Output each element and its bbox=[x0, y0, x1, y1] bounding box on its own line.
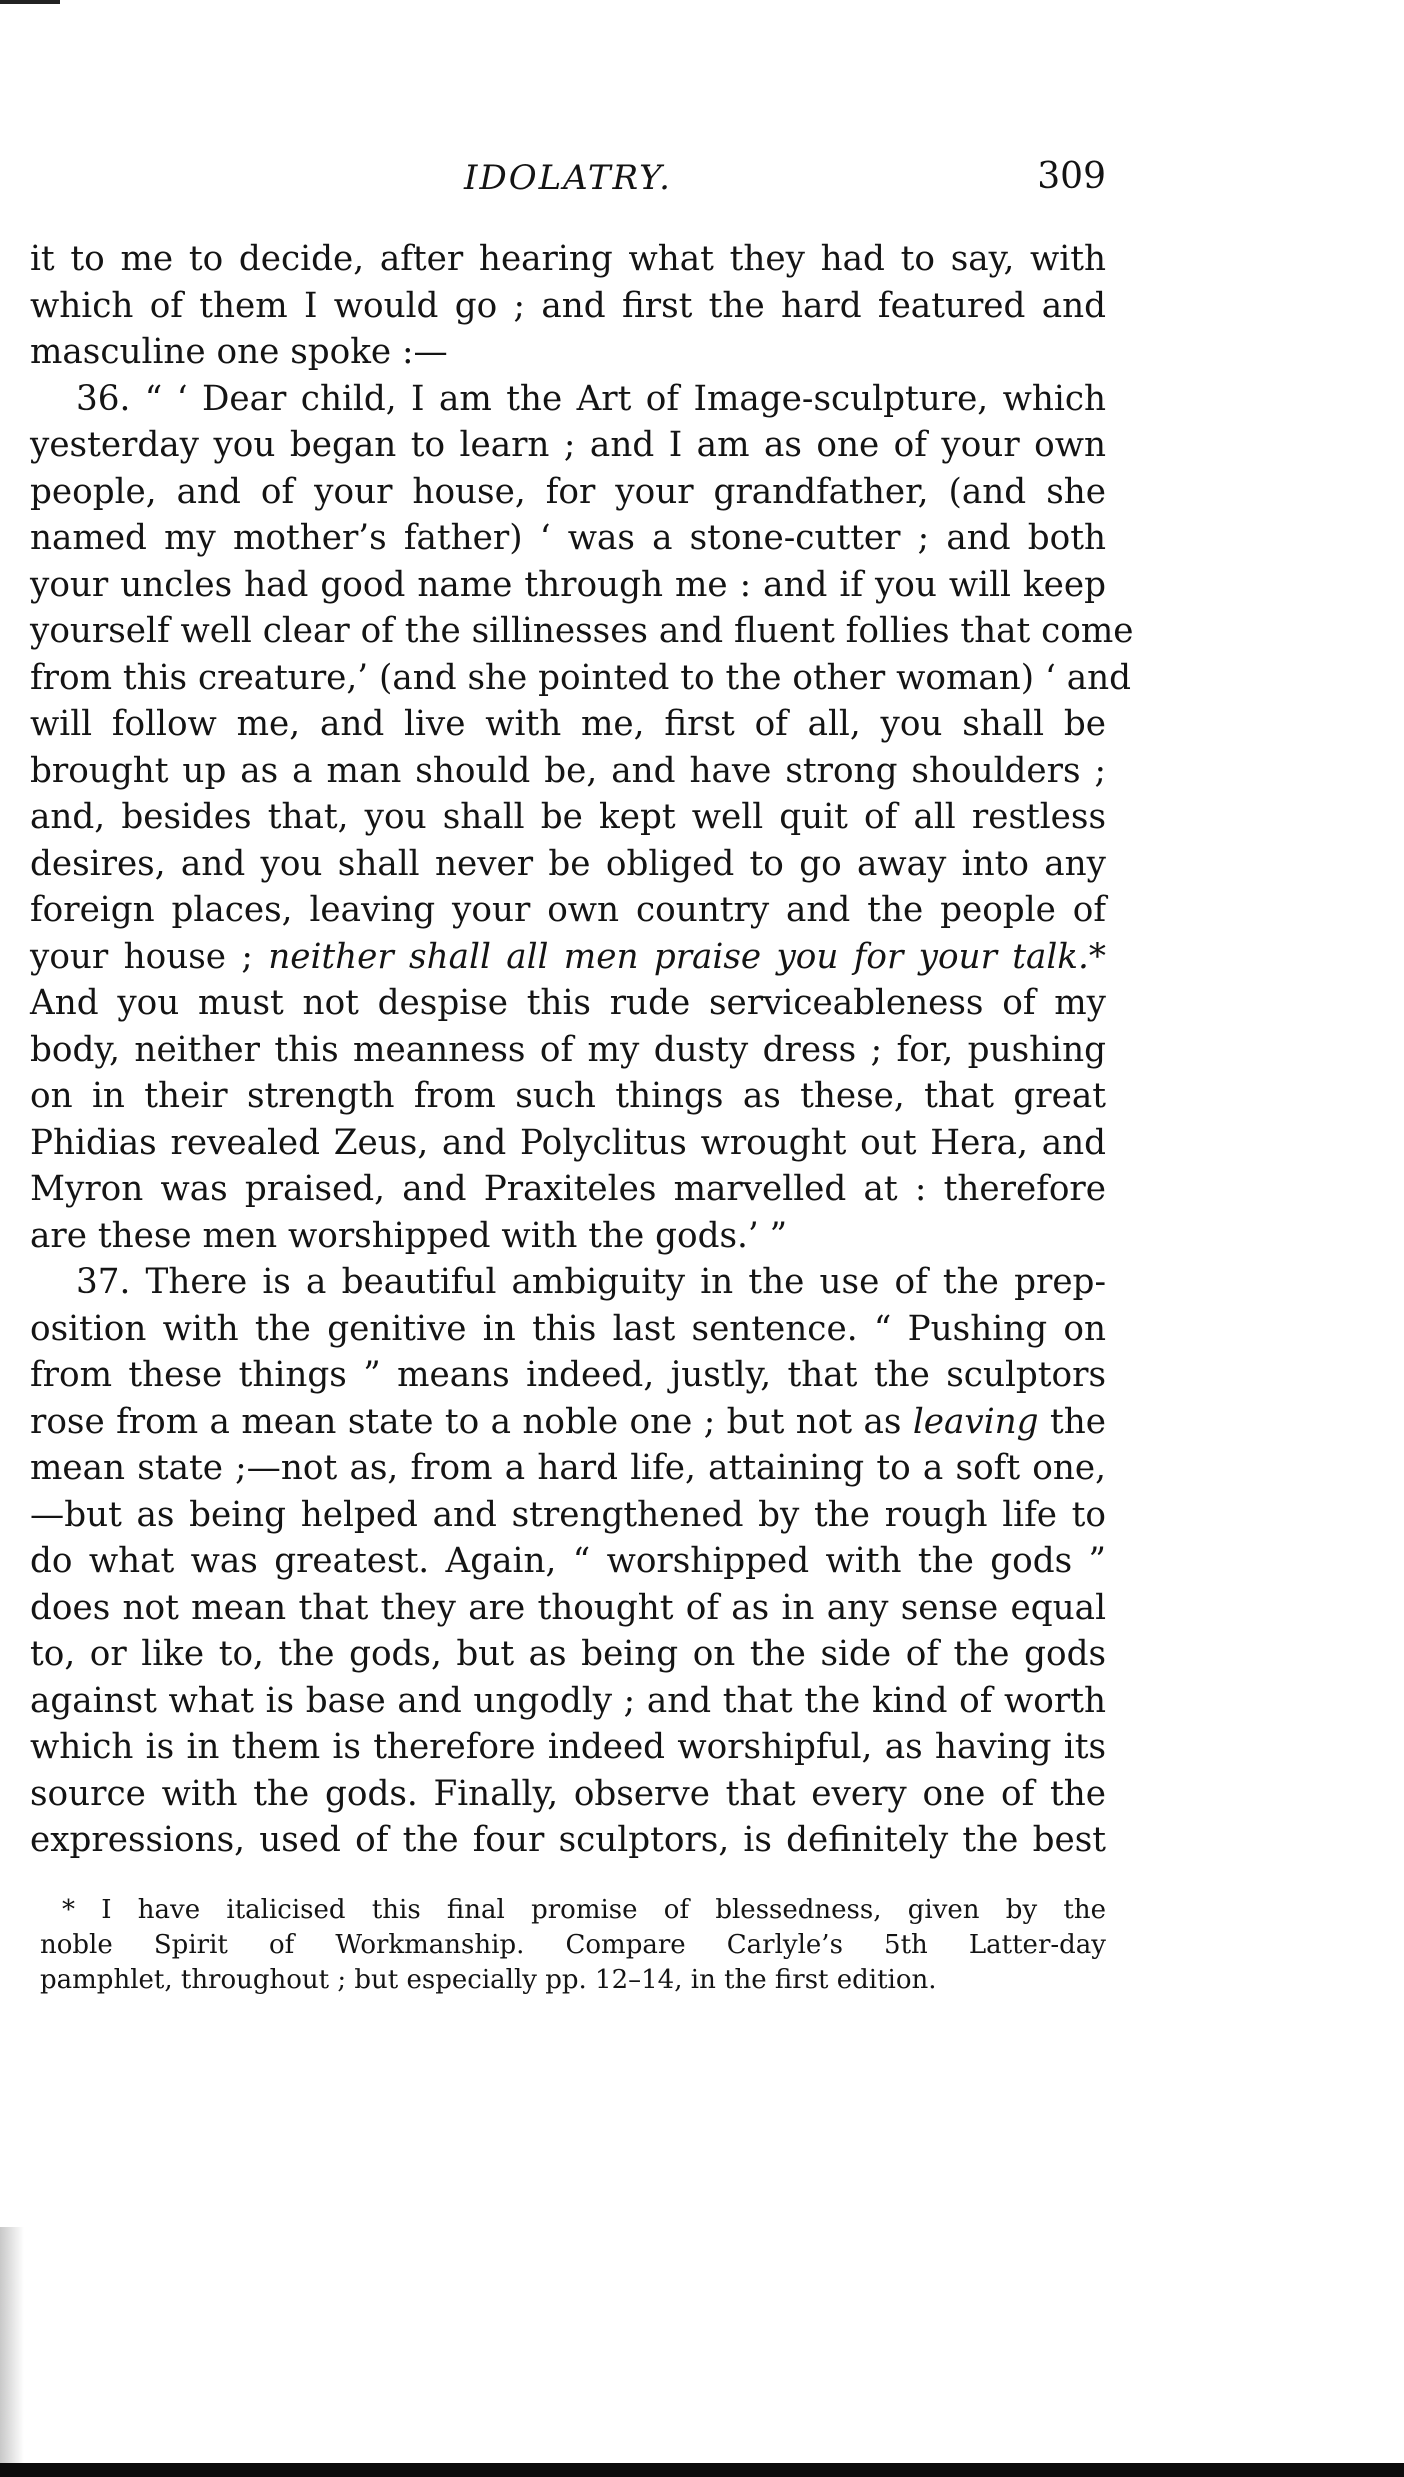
text-line: your uncles had good name through me : and if you will keep bbox=[30, 564, 1106, 605]
text-line: yourself well clear of the sillinesses and fluent follies that come bbox=[30, 611, 1134, 651]
text-line: foreign places, leaving your own country and the people of bbox=[30, 890, 1106, 930]
scan-bottom-edge bbox=[0, 2463, 1404, 2477]
book-page bbox=[30, 0, 1134, 2477]
text-line: Phidias revealed Zeus, and Polyclitus wrought out Hera, and bbox=[30, 1122, 1106, 1163]
text-line: masculine one spoke :— bbox=[30, 332, 448, 372]
footnote-line: * I have italicised this final promise of blessedness, given by the bbox=[62, 1895, 1106, 1925]
text-line: against what is base and ungodly ; and that the kind of worth bbox=[30, 1680, 1106, 1721]
text-line: does not mean that they are thought of as in any sense equal bbox=[30, 1587, 1106, 1628]
text-line: named my mother’s father) ‘ was a stone-cutter ; and both bbox=[30, 518, 1106, 558]
text-line: body, neither this meanness of my dusty dress ; for, pushing bbox=[30, 1029, 1106, 1070]
paragraph-37-first-line: 37. There is a beautiful ambiguity in the use of the prep- bbox=[76, 1262, 1106, 1302]
text-line-with-italic bbox=[30, 934, 1106, 981]
footnote-line: noble Spirit of Workmanship. Compare Carlyle’s 5th Latter-day bbox=[40, 1930, 1106, 1960]
scan-top-mark bbox=[0, 0, 60, 4]
text-line: desires, and you shall never be obliged to go away into any bbox=[30, 843, 1106, 884]
text-line: which is in them is therefore indeed worshipful, as having its bbox=[30, 1727, 1106, 1767]
text-segment: rose from a mean state to a noble one ; but not as bbox=[30, 1401, 902, 1442]
text-line: will follow me, and live with me, first of all, you shall be bbox=[30, 704, 1106, 744]
text-line: it to me to decide, after hearing what they had to say, with bbox=[30, 239, 1106, 279]
text-line: do what was greatest. Again, “ worshipped with the gods ” bbox=[30, 1541, 1106, 1581]
page-header bbox=[30, 150, 1106, 206]
running-title: IDOLATRY. bbox=[464, 158, 672, 198]
scan-edge-shadow bbox=[0, 2227, 24, 2477]
text-line: mean state ;—not as, from a hard life, attaining to a soft one, bbox=[30, 1448, 1106, 1488]
text-line: and, besides that, you shall be kept well quit of all restless bbox=[30, 797, 1106, 837]
footnote bbox=[40, 1893, 1106, 1998]
text-line: people, and of your house, for your grandfather, (and she bbox=[30, 471, 1106, 512]
text-line: expressions, used of the four sculptors, is definitely the best bbox=[30, 1820, 1106, 1860]
text-segment: your house ; bbox=[30, 936, 253, 977]
body-text bbox=[30, 236, 1134, 1864]
text-line: to, or like to, the gods, but as being on the side of the gods bbox=[30, 1634, 1106, 1674]
italic-word: leaving bbox=[912, 1401, 1039, 1442]
text-line-with-italic bbox=[30, 1399, 1106, 1446]
text-line: Myron was praised, and Praxiteles marvelled at : therefore bbox=[30, 1169, 1106, 1209]
text-line: on in their strength from such things as these, that great bbox=[30, 1076, 1106, 1116]
footnote-line: pamphlet, throughout ; but especially pp. 12–14, in the first edition. bbox=[40, 1965, 937, 1995]
text-line: from this creature,’ (and she pointed to the other woman) ‘ and bbox=[30, 657, 1132, 698]
text-line: osition with the genitive in this last sentence. “ Pushing on bbox=[30, 1308, 1106, 1349]
page-number: 309 bbox=[1037, 156, 1106, 197]
text-line: And you must not despise this rude serviceableness of my bbox=[30, 983, 1106, 1023]
text-line: from these things ” means indeed, justly, that the sculptors bbox=[30, 1355, 1106, 1395]
text-line: brought up as a man should be, and have strong shoulders ; bbox=[30, 750, 1106, 791]
text-line: which of them I would go ; and first the hard featured and bbox=[30, 285, 1106, 326]
text-line: yesterday you began to learn ; and I am as one of your own bbox=[30, 425, 1106, 465]
paragraph-36-first-line: 36. “ ‘ Dear child, I am the Art of Image-sculpture, which bbox=[76, 378, 1106, 419]
text-segment: the bbox=[1049, 1401, 1106, 1442]
text-line: —but as being helped and strengthened by the rough life to bbox=[30, 1494, 1106, 1535]
italic-phrase: neither shall all men praise you for your talk.* bbox=[268, 936, 1106, 977]
text-line: are these men worshipped with the gods.’ ” bbox=[30, 1215, 788, 1256]
text-line: source with the gods. Finally, observe that every one of the bbox=[30, 1773, 1106, 1814]
